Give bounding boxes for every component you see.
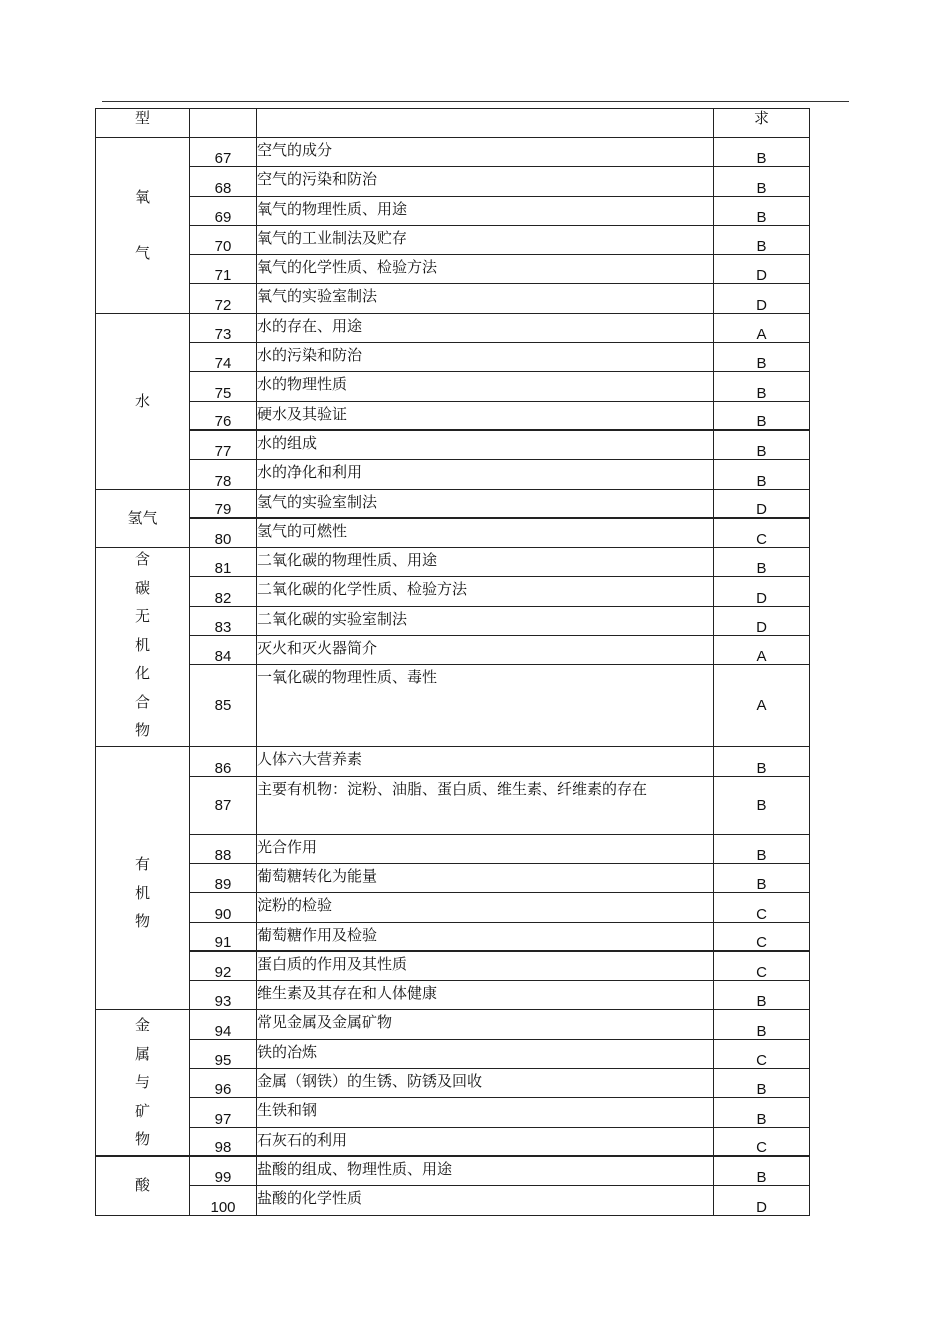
category-char: 属 (134, 1044, 150, 1063)
item-requirement: B (714, 1156, 810, 1185)
item-topic-text: 光合作用 (257, 837, 318, 856)
category-cell (96, 489, 190, 548)
item-requirement: D (714, 606, 810, 635)
item-topic-text: 葡萄糖作用及检验 (257, 925, 378, 944)
item-requirement: D (714, 255, 810, 284)
item-number: 78 (190, 460, 257, 489)
item-requirement: B (714, 747, 810, 776)
item-requirement: B (714, 343, 810, 372)
category-char: 机 (134, 635, 150, 654)
item-topic-text: 金属（钢铁）的生锈、防锈及回收 (257, 1072, 483, 1091)
item-number: 89 (190, 863, 257, 892)
item-number: 67 (190, 138, 257, 167)
item-requirement: C (714, 922, 810, 951)
item-number: 79 (190, 489, 257, 518)
top-rule (102, 101, 849, 102)
category-cell (96, 1156, 190, 1215)
item-requirement: B (714, 460, 810, 489)
item-number: 71 (190, 255, 257, 284)
item-requirement: D (714, 284, 810, 313)
item-number: 73 (190, 313, 257, 342)
item-topic (257, 1186, 714, 1215)
item-topic-text: 空气的成分 (257, 141, 333, 159)
item-requirement: A (714, 636, 810, 665)
category-char: 矿 (134, 1101, 150, 1120)
item-number: 92 (190, 951, 257, 980)
category-cell (96, 313, 190, 489)
item-topic (257, 776, 714, 834)
category-char: 金 (134, 1016, 150, 1035)
item-topic-text: 人体六大营养素 (257, 750, 363, 769)
item-topic (257, 665, 714, 747)
item-topic-text: 二氧化碳的实验室制法 (257, 609, 408, 628)
item-number: 83 (190, 606, 257, 635)
item-requirement: C (714, 951, 810, 980)
category-label (96, 827, 189, 929)
item-topic-text: 一氧化碳的物理性质、毒性 (257, 668, 438, 687)
item-number: 100 (190, 1186, 257, 1215)
item-topic-text: 主要有机物：淀粉、油脂、蛋白质、维生素、纤维素的存在 (257, 779, 648, 798)
item-requirement: B (714, 372, 810, 401)
category-label (96, 1178, 189, 1193)
item-topic-text: 氧气的工业制法及贮存 (257, 228, 408, 247)
item-topic-text: 氢气的实验室制法 (257, 492, 378, 511)
item-number: 77 (190, 430, 257, 459)
item-topic-text: 水的净化和利用 (257, 463, 363, 482)
item-number: 68 (190, 167, 257, 196)
item-requirement: B (714, 776, 810, 834)
item-requirement: C (714, 1127, 810, 1156)
item-topic-text: 淀粉的检验 (257, 896, 333, 915)
item-number: 76 (190, 401, 257, 430)
item-topic-text: 铁的冶炼 (257, 1042, 318, 1061)
category-cell (96, 548, 190, 747)
category-label (96, 1018, 189, 1147)
item-number: 80 (190, 518, 257, 547)
item-topic-text: 氧气的实验室制法 (257, 287, 378, 306)
category-char: 氢气 (127, 508, 158, 527)
item-requirement: A (714, 665, 810, 747)
item-number: 90 (190, 893, 257, 922)
category-label (96, 391, 189, 410)
item-topic-text: 空气的污染和防治 (257, 170, 378, 189)
category-char: 合 (134, 692, 150, 711)
category-cell (96, 1010, 190, 1156)
category-char: 酸 (134, 1176, 150, 1195)
item-number: 69 (190, 196, 257, 225)
item-requirement: B (714, 981, 810, 1010)
item-number: 98 (190, 1127, 257, 1156)
item-number: 87 (190, 776, 257, 834)
item-requirement: B (714, 863, 810, 892)
item-requirement: B (714, 401, 810, 430)
table-row (96, 776, 810, 834)
item-requirement: D (714, 1186, 810, 1215)
category-char: 碳 (134, 578, 150, 597)
item-requirement: B (714, 548, 810, 577)
item-requirement: B (714, 1010, 810, 1039)
item-requirement: B (714, 138, 810, 167)
item-topic-text: 葡萄糖转化为能量 (257, 866, 378, 885)
item-number: 82 (190, 577, 257, 606)
item-number: 72 (190, 284, 257, 313)
header-requirement: 求 (714, 109, 810, 138)
item-topic-text: 石灰石的利用 (257, 1130, 348, 1149)
item-requirement: B (714, 1069, 810, 1098)
category-char: 氧 (134, 187, 150, 206)
item-topic-text: 水的存在、用途 (257, 316, 363, 335)
header-category: 型 (96, 109, 190, 138)
item-requirement: B (714, 196, 810, 225)
item-topic-text: 水的组成 (257, 434, 318, 453)
category-char: 有 (134, 855, 150, 874)
category-cell (96, 747, 190, 1010)
item-topic-text: 蛋白质的作用及其性质 (257, 955, 408, 974)
item-requirement: B (714, 1098, 810, 1127)
category-char: 水 (134, 391, 150, 410)
item-number: 84 (190, 636, 257, 665)
item-requirement: D (714, 489, 810, 518)
category-char: 无 (134, 607, 150, 626)
category-char: 机 (134, 883, 150, 902)
header-number (190, 109, 257, 138)
category-char: 与 (134, 1073, 150, 1092)
item-topic-text: 生铁和钢 (257, 1101, 318, 1120)
item-number: 85 (190, 665, 257, 747)
item-topic-text: 水的污染和防治 (257, 346, 363, 365)
item-number: 70 (190, 225, 257, 254)
item-requirement: C (714, 518, 810, 547)
category-label (96, 508, 189, 527)
item-requirement: B (714, 430, 810, 459)
item-topic-text: 维生素及其存在和人体健康 (257, 984, 438, 1003)
item-number: 91 (190, 922, 257, 951)
item-topic-text: 盐酸的化学性质 (257, 1189, 363, 1208)
item-topic-text: 灭火和灭火器简介 (257, 639, 378, 658)
table-row (96, 1186, 810, 1215)
item-topic-text: 水的物理性质 (257, 375, 348, 394)
item-requirement: D (714, 577, 810, 606)
item-topic-text: 二氧化碳的物理性质、用途 (257, 551, 438, 570)
category-char: 物 (134, 721, 150, 740)
item-topic-text: 氧气的物理性质、用途 (257, 199, 408, 218)
item-topic-text: 盐酸的组成、物理性质、用途 (257, 1160, 453, 1179)
category-char: 物 (134, 1130, 150, 1149)
category-char: 含 (134, 550, 150, 569)
item-requirement: B (714, 834, 810, 863)
item-number: 75 (190, 372, 257, 401)
category-char: 物 (134, 912, 150, 931)
item-number: 95 (190, 1039, 257, 1068)
item-number: 86 (190, 747, 257, 776)
item-number: 93 (190, 981, 257, 1010)
table-row (96, 665, 810, 747)
item-number: 81 (190, 548, 257, 577)
syllabus-table (95, 108, 810, 1216)
item-topic-text: 氢气的可燃性 (257, 522, 348, 541)
item-requirement: A (714, 313, 810, 342)
item-number: 97 (190, 1098, 257, 1127)
item-number: 74 (190, 343, 257, 372)
item-number: 99 (190, 1156, 257, 1185)
item-number: 88 (190, 834, 257, 863)
item-topic-text: 常见金属及金属矿物 (257, 1013, 393, 1032)
category-label (96, 548, 189, 738)
item-topic-text: 氧气的化学性质、检验方法 (257, 258, 438, 277)
item-requirement: C (714, 1039, 810, 1068)
item-number: 96 (190, 1069, 257, 1098)
item-requirement: C (714, 893, 810, 922)
category-label (96, 187, 189, 262)
item-topic-text: 二氧化碳的化学性质、检验方法 (257, 580, 468, 599)
category-cell (96, 138, 190, 314)
item-number: 94 (190, 1010, 257, 1039)
category-char: 气 (134, 243, 150, 262)
item-requirement: B (714, 167, 810, 196)
item-topic-text: 硬水及其验证 (257, 404, 348, 423)
category-char: 化 (134, 664, 150, 683)
item-requirement: B (714, 225, 810, 254)
